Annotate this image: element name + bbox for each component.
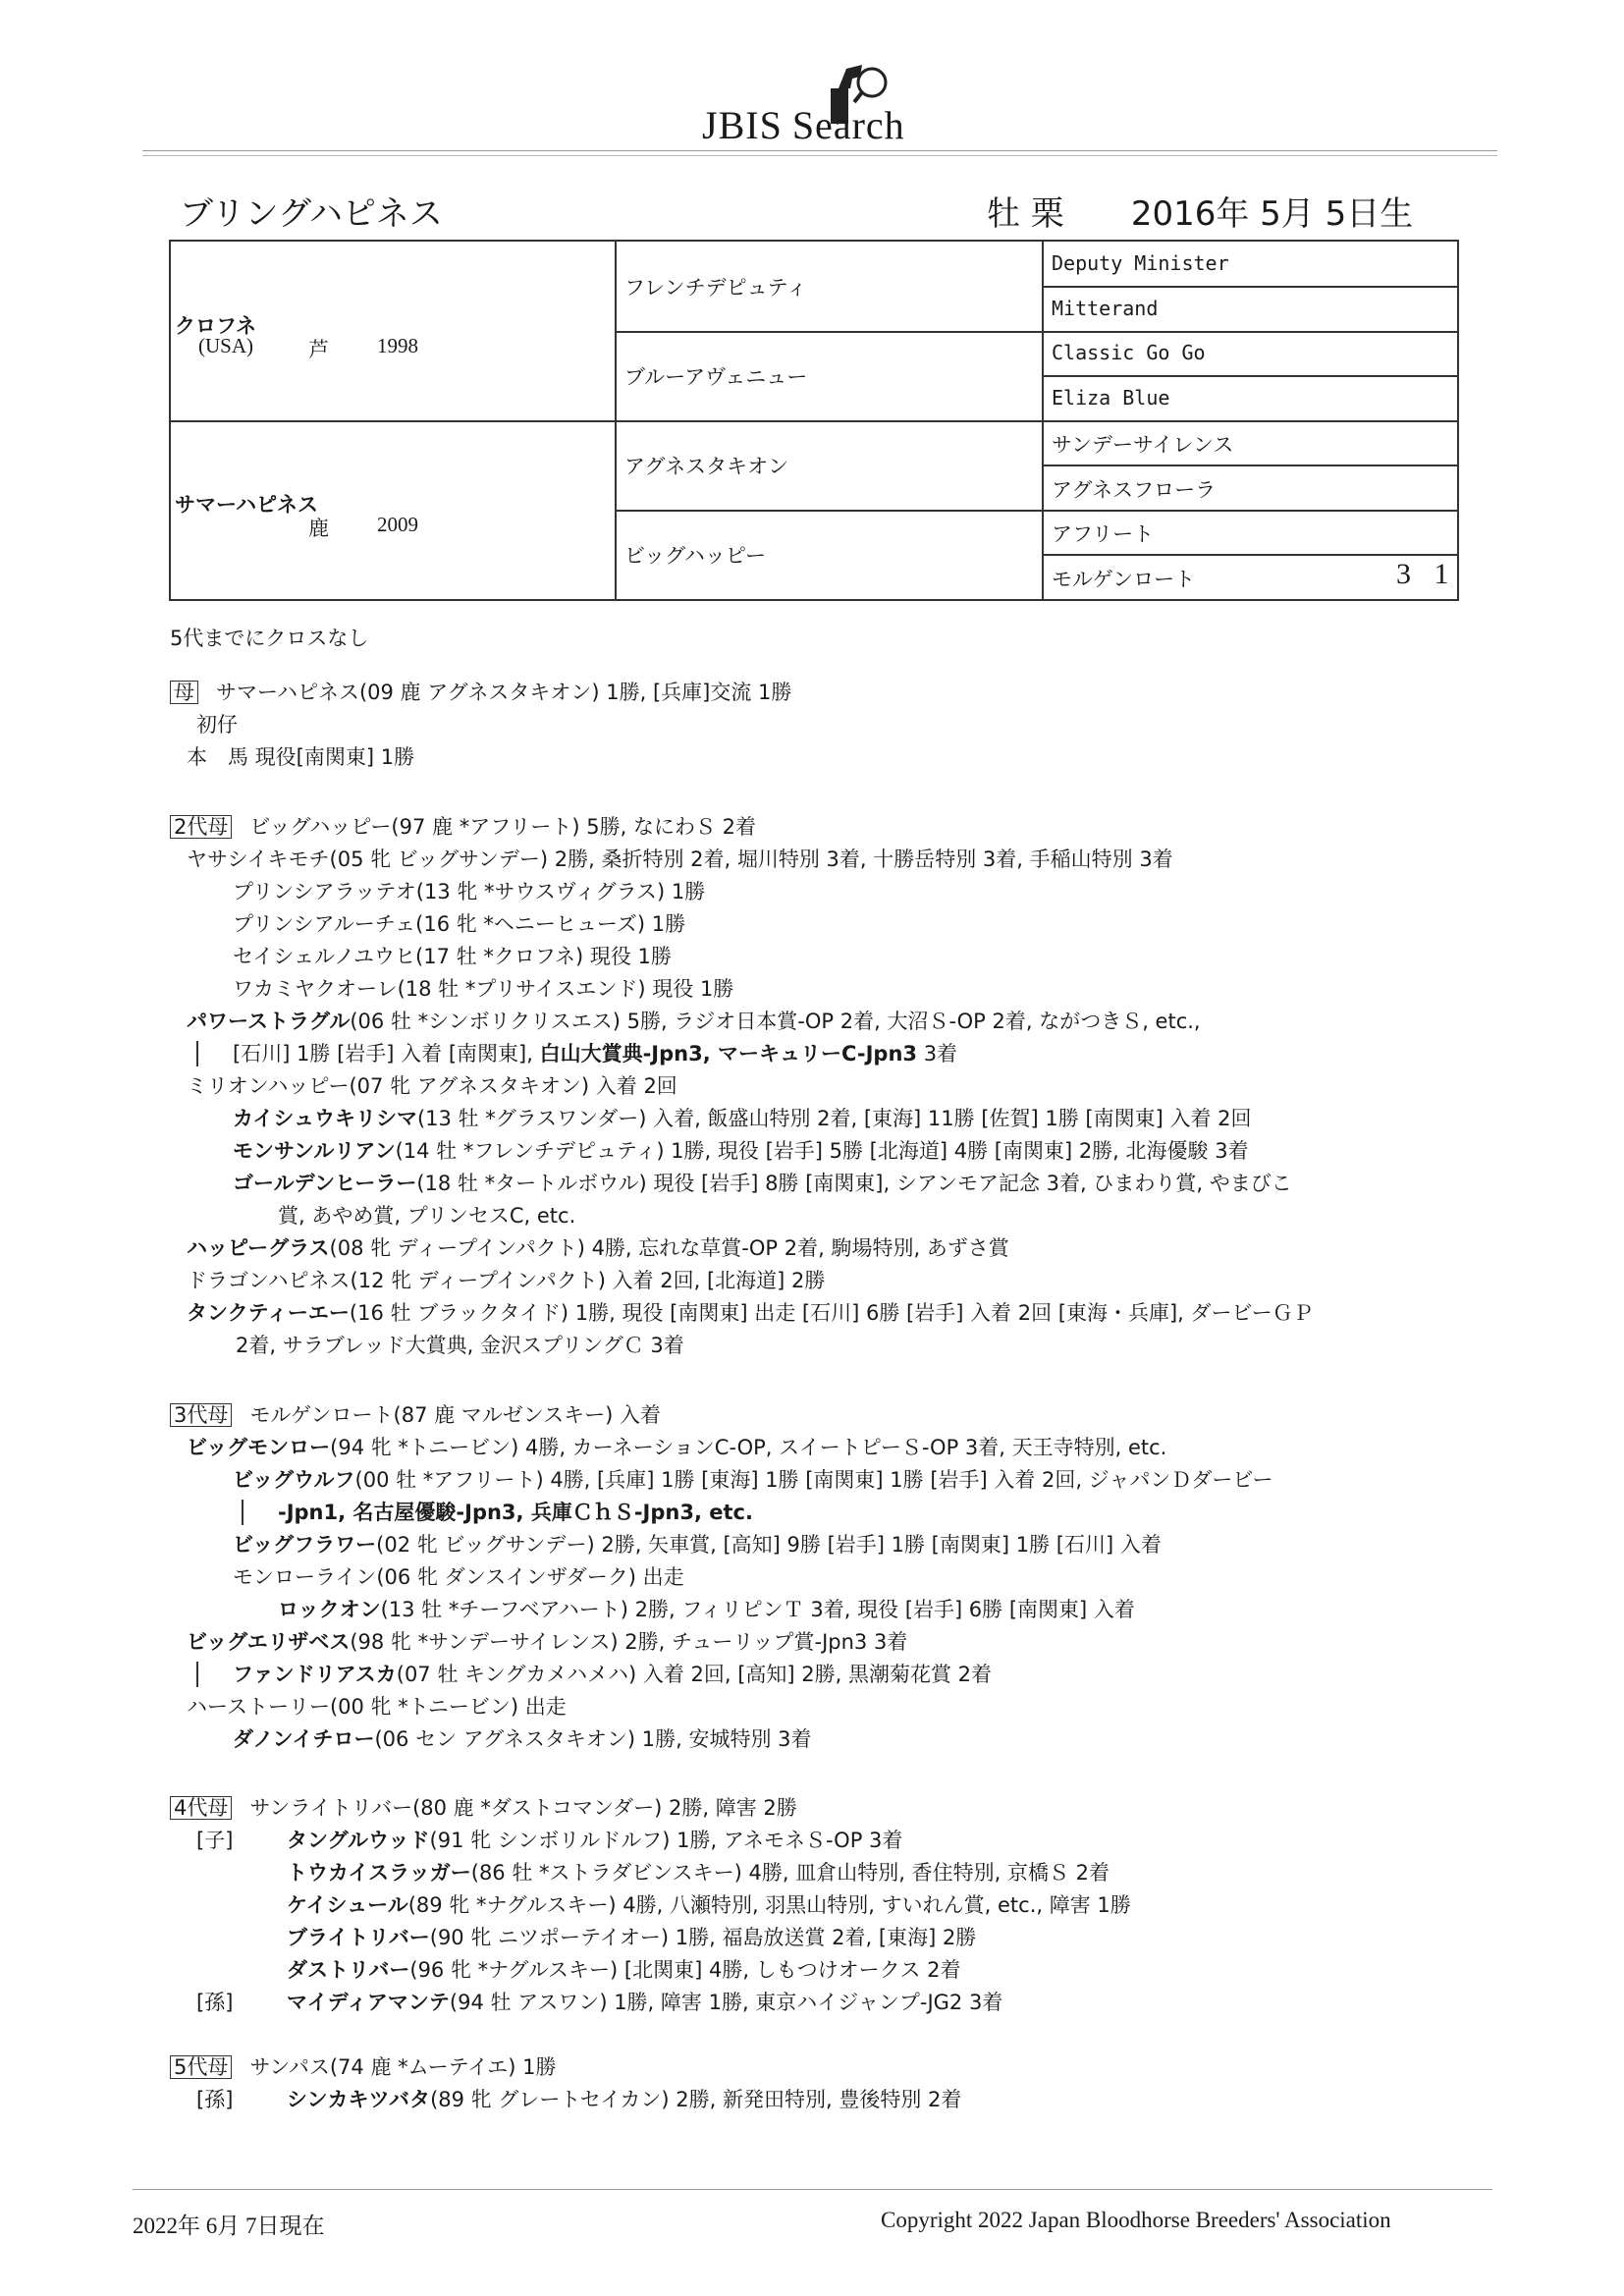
g3-line-6: ロックオン(13 牡 *チーフベアハート) 2勝, フィリピンＴ 3着, 現役 [岩手] 6勝 [南関東] 入着 <box>278 1598 1135 1621</box>
g2-line-6: パワーストラグル(06 牡 *シンボリクリスエス) 5勝, ラジオ日本賞-OP 2着, 大沼Ｓ-OP 2着, ながつきＳ, etc., <box>187 1010 1201 1033</box>
section-label-g4: 4代母 <box>170 1796 232 1820</box>
gen2-1: フレンチデピュティ <box>624 276 807 300</box>
gen3-4: Eliza Blue <box>1052 386 1170 410</box>
vbar <box>196 1662 198 1687</box>
pedigree-number: 3 1 <box>1396 558 1457 590</box>
ped-divider <box>1042 375 1457 377</box>
gen3-5: サンデーサイレンス <box>1052 433 1234 457</box>
g5-head: サンパス(74 鹿 *ムーテイエ) 1勝 <box>249 2055 557 2079</box>
gen2-2: ブルーアヴェニュー <box>624 365 808 389</box>
gen3-7: アフリート <box>1052 522 1155 546</box>
ped-divider <box>615 420 1042 422</box>
g2-line-12: 賞, あやめ賞, プリンセスC, etc. <box>278 1204 576 1228</box>
gen3-2: Mitterand <box>1052 297 1159 320</box>
footer-date: 2022年 6月 7日現在 <box>133 2214 325 2238</box>
g3-line-9: ハーストーリー(00 牝 *トニービン) 出走 <box>187 1695 567 1719</box>
g4-line-6: マイディアマンテ(94 牡 アスワン) 1勝, 障害 1勝, 東京ハイジャンプ-JG2 3着 <box>287 1991 1003 2014</box>
g4-line-4: ブライトリバー(90 牝 ニツポーテイオー) 1勝, 福島放送賞 2着, [東海] 2勝 <box>287 1926 977 1949</box>
mother-line-3: 本 馬 現役[南関東] 1勝 <box>187 745 415 769</box>
section-label-mother: 母 <box>170 681 198 704</box>
gen3-1: Deputy Minister <box>1052 251 1229 275</box>
g2-line-14: ドラゴンハピネス(12 牝 ディープインパクト) 入着 2回, [北海道] 2勝 <box>187 1269 826 1292</box>
g3-line-10: ダノンイチロー(06 セン アグネスタキオン) 1勝, 安城特別 3着 <box>233 1727 812 1751</box>
ped-divider <box>615 510 1042 512</box>
g2-section <box>170 812 756 842</box>
g4-grand-tag: [孫] <box>196 1991 234 2014</box>
section-label-g3: 3代母 <box>170 1403 232 1427</box>
g2-line-5: ワカミヤクオーレ(18 牡 *プリサイスエンド) 現役 1勝 <box>233 977 734 1001</box>
g2-line-11: ゴールデンヒーラー(18 牡 *タートルボウル) 現役 [岩手] 8勝 [南関東], シアンモア記念 3着, ひまわり賞, やまびこ <box>233 1172 1292 1195</box>
g2-line-9: カイシュウキリシマ(13 牡 *グラスワンダー) 入着, 飯盛山特別 2着, [東海] 11勝 [佐賀] 1勝 [南関東] 入着 2回 <box>233 1107 1252 1130</box>
g2-line-1: ヤサシイキモチ(05 牝 ビッグサンデー) 2勝, 桑折特別 2着, 堀川特別 3着, 十勝岳特別 3着, 手稲山特別 3着 <box>187 847 1173 871</box>
g4-child-tag: [子] <box>196 1829 234 1852</box>
vbar <box>196 1041 198 1066</box>
gen2-4: ビッグハッピー <box>624 544 767 568</box>
g2-line-8: ミリオンハッピー(07 牝 アグネスタキオン) 入着 2回 <box>187 1074 677 1098</box>
gen2-3: アグネスタキオン <box>624 455 789 478</box>
horse-birth: 2016年 5月 5日生 <box>1130 194 1414 234</box>
ped-divider <box>1042 420 1457 422</box>
gen3-3: Classic Go Go <box>1052 341 1206 364</box>
gen3-8: モルゲンロート <box>1052 568 1196 591</box>
g2-line-16: 2着, サラブレッド大賞典, 金沢スプリングＣ 3着 <box>236 1334 684 1357</box>
dam-year: 2009 <box>377 513 418 536</box>
horse-sex-color: 牡 栗 <box>987 194 1064 234</box>
header-rule-2 <box>142 155 1497 156</box>
horse-info <box>987 187 1413 235</box>
jbis-search-logo <box>702 59 957 147</box>
g2-line-13: ハッピーグラス(08 牝 ディープインパクト) 4勝, 忘れな草賞-OP 2着, 駒場特別, あずさ賞 <box>187 1236 1009 1260</box>
header-rule <box>142 150 1497 151</box>
g4-head: サンライトリバー(80 鹿 *ダストコマンダー) 2勝, 障害 2勝 <box>249 1796 797 1820</box>
section-label-g5: 5代母 <box>170 2055 232 2079</box>
logo-jbis: JBIS <box>702 103 783 147</box>
g3-line-2: ビッグウルフ(00 牡 *アフリート) 4勝, [兵庫] 1勝 [東海] 1勝 [南関東] 1勝 [岩手] 入着 2回, ジャパンＤダービー <box>233 1468 1273 1492</box>
ped-divider <box>1042 465 1457 466</box>
dam-name: サマーハピネス <box>175 493 318 517</box>
g5-section <box>170 2052 557 2082</box>
ped-divider <box>1042 554 1457 556</box>
g3-line-8: ファンドリアスカ(07 牡 キングカメハメハ) 入着 2回, [高知] 2勝, 黒潮菊花賞 2着 <box>233 1663 993 1686</box>
ped-divider <box>1042 286 1457 288</box>
vbar <box>242 1500 244 1525</box>
logo-search: Search <box>791 103 905 147</box>
g3-line-4: ビッグフラワー(02 牝 ビッグサンデー) 2勝, 矢車賞, [高知] 9勝 [岩手] 1勝 [南関東] 1勝 [石川] 入着 <box>233 1533 1162 1557</box>
horse-name: ブリングハピネス <box>180 194 443 234</box>
section-label-g2: 2代母 <box>170 815 232 839</box>
ped-divider <box>1042 510 1457 512</box>
g3-line-3: -Jpn1, 名古屋優駿-Jpn3, 兵庫ＣｈＳ-Jpn3, etc. <box>278 1501 753 1524</box>
g5-grand-tag: [孫] <box>196 2088 234 2111</box>
ped-divider <box>615 331 1042 333</box>
cross-note: 5代までにクロスなし <box>170 627 369 650</box>
mother-line: サマーハピネス(09 鹿 アグネスタキオン) 1勝, [兵庫]交流 1勝 <box>216 681 792 704</box>
g2-line-7: [石川] 1勝 [岩手] 入着 [南関東], 白山大賞典-Jpn3, マーキュリーC-Jpn3 3着 <box>233 1042 958 1066</box>
mother-section <box>170 678 791 707</box>
g2-line-2: プリンシアラッテオ(13 牝 *サウスヴィグラス) 1勝 <box>233 880 706 903</box>
g3-line-1: ビッグモンロー(94 牝 *トニービン) 4勝, カーネーションC-OP, スイートピーＳ-OP 3着, 天王寺特別, etc. <box>187 1436 1167 1459</box>
sire-origin: (USA) <box>198 334 253 357</box>
sire-year: 1998 <box>377 334 418 357</box>
pedigree-table <box>169 240 1459 601</box>
footer-copyright: Copyright 2022 Japan Bloodhorse Breeders' Association <box>881 2208 1391 2232</box>
g3-head: モルゲンロート(87 鹿 マルゼンスキー) 入着 <box>249 1403 662 1427</box>
g3-section <box>170 1400 661 1430</box>
g2-head: ビッグハッピー(97 鹿 *アフリート) 5勝, なにわＳ 2着 <box>249 815 756 839</box>
g2-line-15: タンクティーエー(16 牡 ブラックタイド) 1勝, 現役 [南関東] 出走 [石川] 6勝 [岩手] 入着 2回 [東海・兵庫], ダービーＧＰ <box>187 1301 1314 1325</box>
g5-line-1: シンカキツバタ(89 牝 グレートセイカン) 2勝, 新発田特別, 豊後特別 2着 <box>287 2088 962 2111</box>
g4-section <box>170 1793 797 1823</box>
g4-line-1: タングルウッド(91 牝 シンボリルドルフ) 1勝, アネモネＳ-OP 3着 <box>287 1829 903 1852</box>
sire-color: 芦 <box>308 338 329 361</box>
g3-line-5: モンローライン(06 牝 ダンスインザダーク) 出走 <box>233 1565 684 1589</box>
ped-divider <box>1042 331 1457 333</box>
dam-color: 鹿 <box>308 517 329 540</box>
g4-line-3: ケイシュール(89 牝 *ナグルスキー) 4勝, 八瀬特別, 羽黒山特別, すいれん賞, etc., 障害 1勝 <box>287 1893 1131 1917</box>
gen3-6: アグネスフローラ <box>1052 478 1217 502</box>
g4-line-5: ダストリバー(96 牝 *ナグルスキー) [北関東] 4勝, しもつけオークス 2着 <box>287 1958 961 1982</box>
ped-divider <box>171 420 615 422</box>
g2-line-3: プリンシアルーチェ(16 牝 *ヘニーヒューズ) 1勝 <box>233 912 686 936</box>
g4-line-2: トウカイスラッガー(86 牡 *ストラダビンスキー) 4勝, 皿倉山特別, 香住特別, 京橋Ｓ 2着 <box>287 1861 1110 1885</box>
g2-line-10: モンサンルリアン(14 牡 *フレンチデピュティ) 1勝, 現役 [岩手] 5勝 [北海道] 4勝 [南関東] 2勝, 北海優駿 3着 <box>233 1139 1249 1163</box>
footer-rule <box>133 2189 1492 2190</box>
g2-line-4: セイシェルノユウヒ(17 牡 *クロフネ) 現役 1勝 <box>233 945 672 968</box>
mother-line-2: 初仔 <box>196 713 238 737</box>
sire-name: クロフネ <box>175 314 257 338</box>
g3-line-7: ビッグエリザベス(98 牝 *サンデーサイレンス) 2勝, チューリップ賞-Jpn3 3着 <box>187 1630 908 1654</box>
